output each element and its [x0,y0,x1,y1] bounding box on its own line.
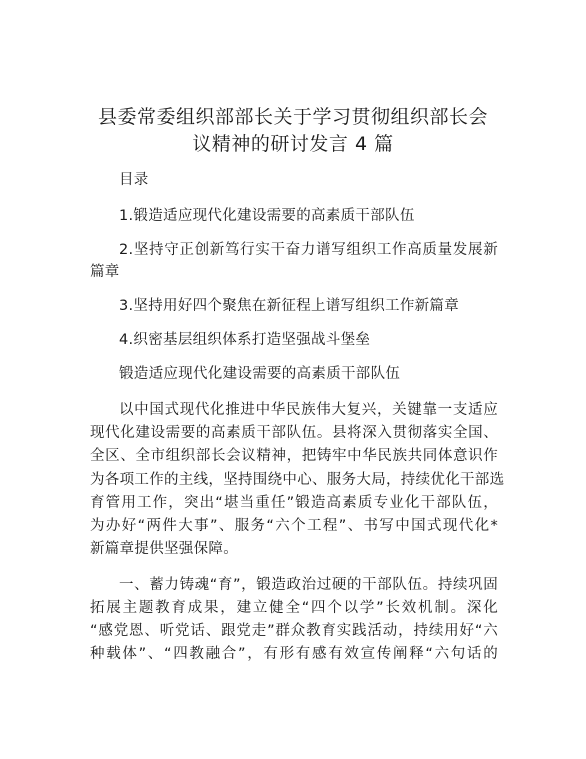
paragraph-2-line-3: “感党恩、听党话、跟党走”群众教育实践活动，持续用好“六 [90,623,498,639]
paragraph-2-line-2: 拓展主题教育成果，建立健全“四个以学”长效机制。深化 [90,600,498,616]
paragraph-2-line-1: 一、蓄力铸魂“育”，锻造政治过硬的干部队伍。持续巩固 [119,577,498,593]
paragraph-1-line-4: 为各项工作的主线，坚持围绕中心、服务大局，持续优化干部选 [90,472,505,488]
document-title-line-2: 议精神的研讨发言 4 篇 [192,133,394,155]
paragraph-1-line-6: 为办好“两件大事”、服务“六个工程”、书写中国式现代化* [90,518,498,534]
paragraph-1-line-7: 新篇章提供坚强保障。 [90,541,238,557]
paragraph-1-line-2: 现代化建设需要的高素质干部队伍。县将深入贯彻落实全国、 [90,425,498,441]
paragraph-1-line-5: 育管用工作，突出“堪当重任”锻造高素质专业化干部队伍， [90,495,498,511]
toc-item-3: 3.坚持用好四个聚焦在新征程上谱写组织工作新篇章 [119,298,460,314]
toc-item-2-continued: 篇章 [90,264,120,280]
toc-heading: 目录 [119,172,149,188]
toc-item-1: 1.锻造适应现代化建设需要的高素质干部队伍 [119,208,415,224]
toc-item-4: 4.织密基层组织体系打造坚强战斗堡垒 [119,332,371,348]
section-heading: 锻造适应现代化建设需要的高素质干部队伍 [119,366,401,382]
paragraph-2-line-4: 种载体”、“四教融合”，有形有感有效宣传阐释“六句话的 [90,646,498,662]
toc-item-2: 2.坚持守正创新笃行实干奋力谱写组织工作高质量发展新 [119,242,498,258]
paragraph-1-line-3: 全区、全市组织部长会议精神，把铸牢中华民族共同体意识作 [90,448,498,464]
document-title-line-1: 县委常委组织部部长关于学习贯彻组织部长会 [97,106,488,128]
paragraph-1-line-1: 以中国式现代化推进中华民族伟大复兴，关键靠一支适应 [119,402,498,418]
